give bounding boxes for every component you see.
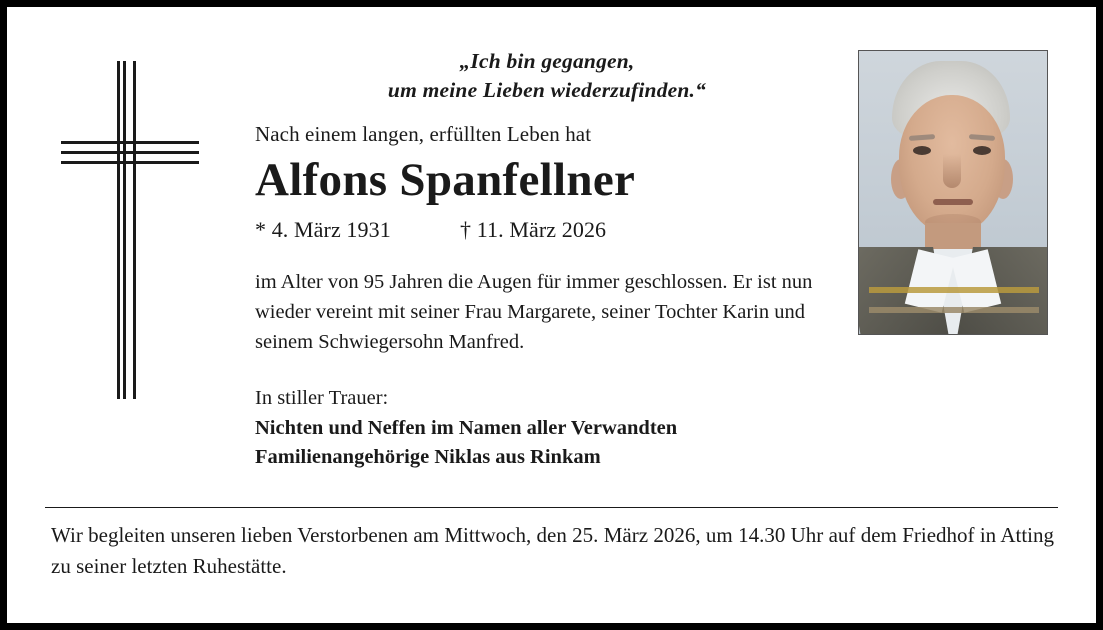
cross-icon bbox=[55, 49, 203, 399]
birth-date: * 4. März 1931 bbox=[255, 216, 391, 242]
portrait-stripe-upper bbox=[869, 287, 1039, 293]
mourning-line-2: Familienangehörige Niklas aus Rinkam bbox=[255, 446, 601, 469]
life-dates bbox=[255, 217, 847, 243]
body-paragraph: im Alter von 95 Jahren die Augen für immer geschlossen. Er ist nun wieder vereint mit seiner Frau Margarete, seiner Tochter Karin und seinem Schwiegersohn Manfred. bbox=[255, 270, 813, 353]
portrait-mouth bbox=[933, 199, 973, 205]
horizontal-divider bbox=[45, 507, 1058, 508]
deceased-name: Alfons Spanfellner bbox=[255, 154, 636, 207]
cross-horizontal-bar-top bbox=[61, 141, 199, 144]
notice-inner bbox=[7, 7, 1096, 623]
portrait-nose bbox=[943, 154, 961, 188]
cross-vertical-bar-mid bbox=[123, 61, 126, 399]
mourning-block bbox=[255, 384, 847, 474]
cross-horizontal-bar-bottom bbox=[61, 161, 199, 164]
cross-vertical-bar-left bbox=[117, 61, 120, 399]
notice-text-column bbox=[247, 47, 847, 473]
intro-line: Nach einem langen, erfüllten Leben hat bbox=[255, 122, 592, 147]
portrait-stripe-lower bbox=[869, 307, 1039, 313]
quote-line-2: um meine Lieben wiederzufinden.“ bbox=[387, 77, 707, 102]
mourning-line-1: Nichten und Neffen im Namen aller Verwandten bbox=[255, 416, 678, 439]
quote-block bbox=[247, 47, 847, 104]
death-date: † 11. März 2026 bbox=[460, 216, 607, 242]
funeral-details: Wir begleiten unseren lieben Verstorbenen am Mittwoch, den 25. März 2026, um 14.30 Uhr auf dem Friedhof in Atting zu seiner letzten Ruhestätte. bbox=[51, 523, 1054, 579]
cross-vertical-bar-right bbox=[133, 61, 136, 399]
portrait-eye-right bbox=[973, 146, 991, 155]
portrait-eye-left bbox=[913, 146, 931, 155]
portrait-photo-image bbox=[859, 51, 1047, 334]
cross-horizontal-bar-mid bbox=[61, 151, 199, 154]
quote-line-1: „Ich bin gegangen, bbox=[459, 49, 635, 73]
portrait-photo bbox=[858, 50, 1048, 335]
mourning-label: In stiller Trauer: bbox=[255, 386, 389, 409]
